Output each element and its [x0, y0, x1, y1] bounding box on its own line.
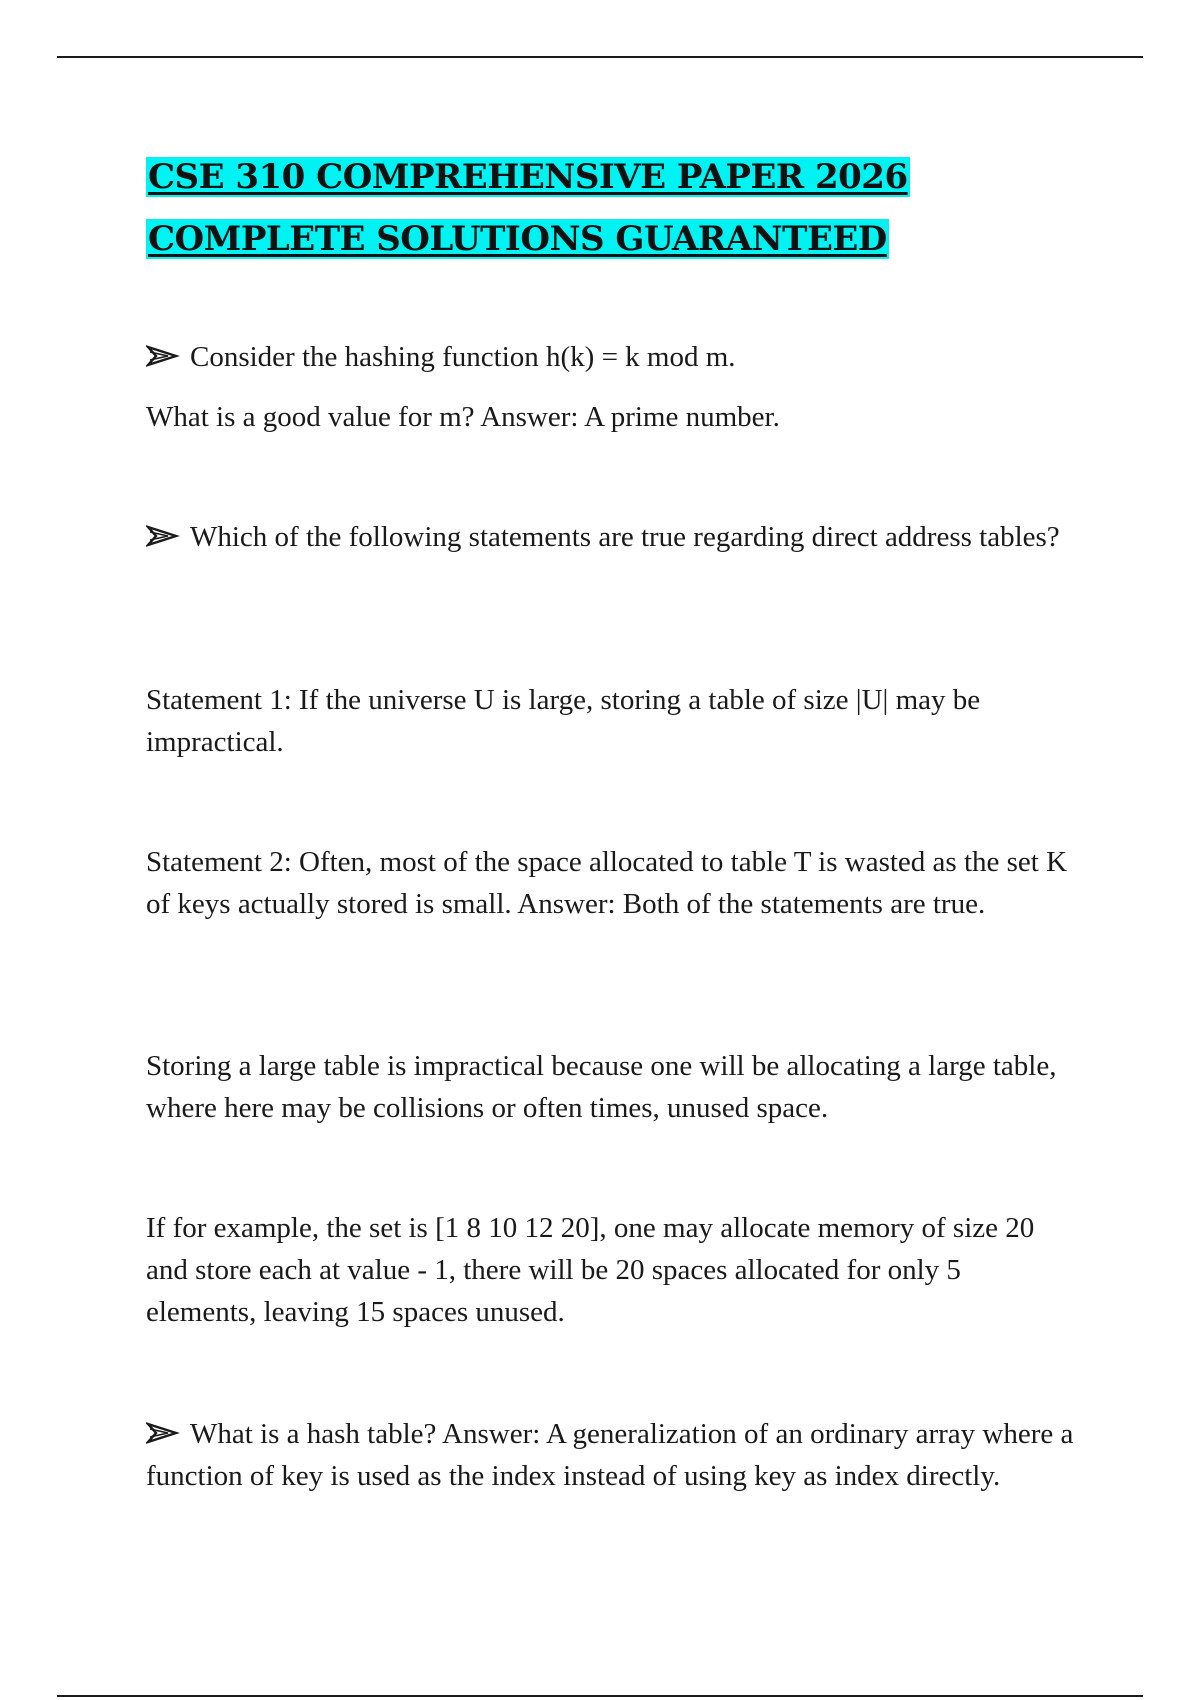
document-title [146, 146, 1076, 270]
arrow-bullet-icon [146, 344, 180, 368]
question-text: Which of the following statements are true regarding direct address tables? [190, 521, 1060, 553]
statement-2: Statement 2: Often, most of the space allocated to table T is wasted as the set K of keys actually stored is small. Answer: Both of the statements are true. [146, 846, 1068, 920]
question-direct-address-tables [146, 516, 1060, 558]
question-hashing-function [146, 336, 736, 378]
explanation-paragraph-1: Storing a large table is impractical because one will be allocating a large table, where here may be collisions or often times, unused space. [146, 1050, 1057, 1124]
question-hash-table [146, 1413, 1076, 1497]
statement-1: Statement 1: If the universe U is large, storing a table of size |U| may be impractical. [146, 684, 981, 758]
question-text: What is a hash table? Answer: A generalization of an ordinary array where a function of key is used as the index instead of using key as index directly. [146, 1418, 1074, 1492]
bottom-rule [57, 1695, 1143, 1697]
explanation-paragraph-2: If for example, the set is [1 8 10 12 20], one may allocate memory of size 20 and store each at value - 1, there will be 20 spaces allocated for only 5 elements, leaving 15 spaces unused. [146, 1212, 1035, 1328]
question-text: Consider the hashing function h(k) = k mod m. [190, 341, 736, 373]
answer-prime-number: What is a good value for m? Answer: A prime number. [146, 401, 780, 433]
title-line-1: CSE 310 COMPREHENSIVE PAPER 2026 [148, 157, 908, 197]
arrow-bullet-icon [146, 1421, 180, 1445]
title-line-2: COMPLETE SOLUTIONS GUARANTEED [148, 219, 887, 259]
document-body [146, 146, 1076, 1492]
top-rule [57, 56, 1143, 58]
arrow-bullet-icon [146, 524, 180, 548]
